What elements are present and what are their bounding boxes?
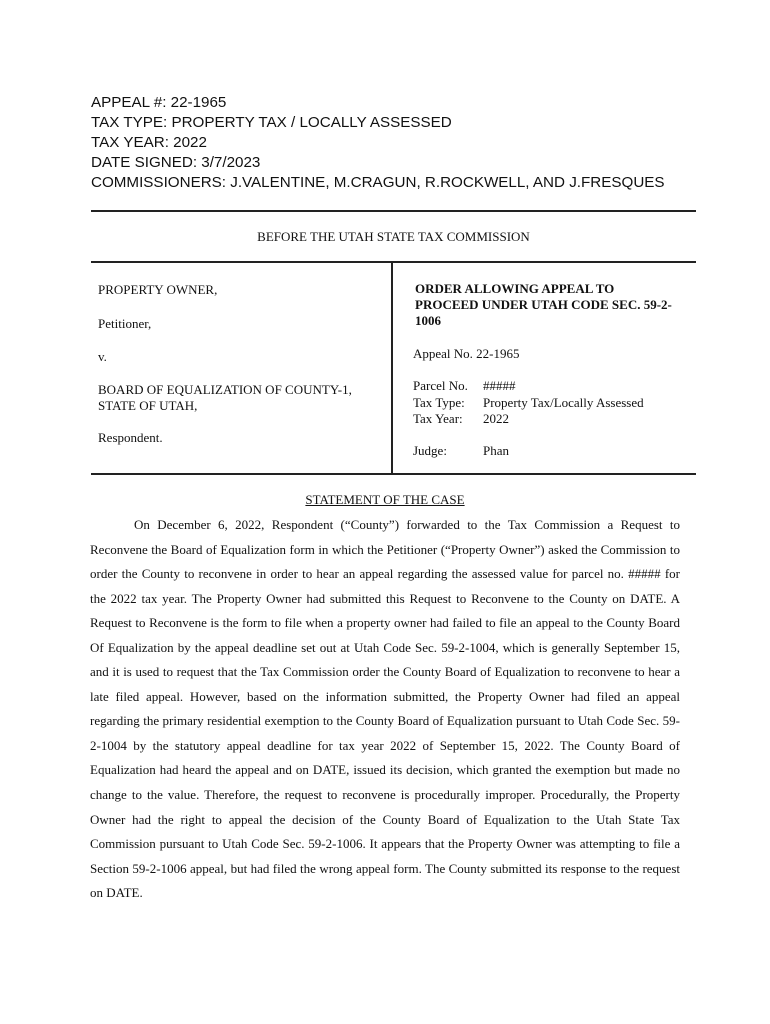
versus: v. [98,349,107,364]
order-title: ORDER ALLOWING APPEAL TO PROCEED UNDER UTAH CODE SEC. 59-2-1006 [415,281,672,328]
judge-row [413,443,509,459]
tax-year-label: Tax Year: [413,411,463,426]
tax-type-value: Property Tax/Locally Assessed [483,395,644,410]
tax-year: TAX YEAR: 2022 [91,134,207,151]
parcel-row [413,378,516,394]
parcel-label: Parcel No. [413,378,468,393]
appeal-number: APPEAL #: 22-1965 [91,94,227,111]
judge-label: Judge: [413,443,447,458]
commissioners: COMMISSIONERS: J.VALENTINE, M.CRAGUN, R.ROCKWELL, AND J.FRESQUES [91,174,665,191]
caption-top-divider [91,261,696,263]
appeal-no: Appeal No. 22-1965 [413,346,520,361]
judge-value: Phan [483,443,509,458]
tax-year-value: 2022 [483,411,509,426]
section-heading: STATEMENT OF THE CASE [305,492,465,507]
respondent-name-line2: STATE OF UTAH, [98,398,198,413]
tax-type-label: Tax Type: [413,395,465,410]
header-divider [91,210,696,212]
petitioner-role: Petitioner, [98,316,152,331]
respondent-name-line1: BOARD OF EQUALIZATION OF COUNTY-1, [98,382,352,397]
respondent-role: Respondent. [98,430,163,445]
date-signed: DATE SIGNED: 3/7/2023 [91,154,261,171]
tax-year-row [413,411,509,427]
caption-vertical-divider [391,262,393,474]
caption-bottom-divider [91,473,696,475]
tax-type: TAX TYPE: PROPERTY TAX / LOCALLY ASSESSED [91,114,452,131]
tax-type-row [413,395,644,411]
statement-paragraph: On December 6, 2022, Respondent (“County”) forwarded to the Tax Commission a Request to Reconvene the Board of Equalization form in which the Petitioner (“Property Owner”) asked the Commission to order the County to reconvene in order to hear an appeal regarding the assessed value for parcel no. ##### for the 2022 tax year. The Property Owner had submitted this Request to Reconvene to the County on DATE. A Request to Reconvene is the form to file when a property owner had failed to file an appeal to the County Board Of Equalization by the appeal deadline set out at Utah Code Sec. 59-2-1004, which is generally September 15, and it is used to request that the Tax Commission order the County Board of Equalization to reconvene to hear a late filed appeal. However, based on the information submitted, the Property Owner had filed an appeal regarding the primary residential exemption to the County Board of Equalization pursuant to Utah Code Sec. 59-2-1004 by the statutory appeal deadline for tax year 2022 of September 15, 2022. The County Board of Equalization had heard the appeal and on DATE, issued its decision, which granted the exemption but made no change to the value. Therefore, the request to reconvene is procedurally improper. Procedurally, the Property Owner had the right to appeal the decision of the County Board of Equalization to the Utah State Tax Commission pursuant to Utah Code Sec. 59-2-1006. It appears that the Property Owner was attempting to file a Section 59-2-1006 appeal, but had filed the wrong appeal form. The County submitted its response to the request on DATE. [90,517,680,901]
petitioner-name: PROPERTY OWNER, [98,282,218,297]
court-name: BEFORE THE UTAH STATE TAX COMMISSION [257,229,530,244]
document-header [91,93,665,193]
parcel-value: ##### [483,378,516,393]
